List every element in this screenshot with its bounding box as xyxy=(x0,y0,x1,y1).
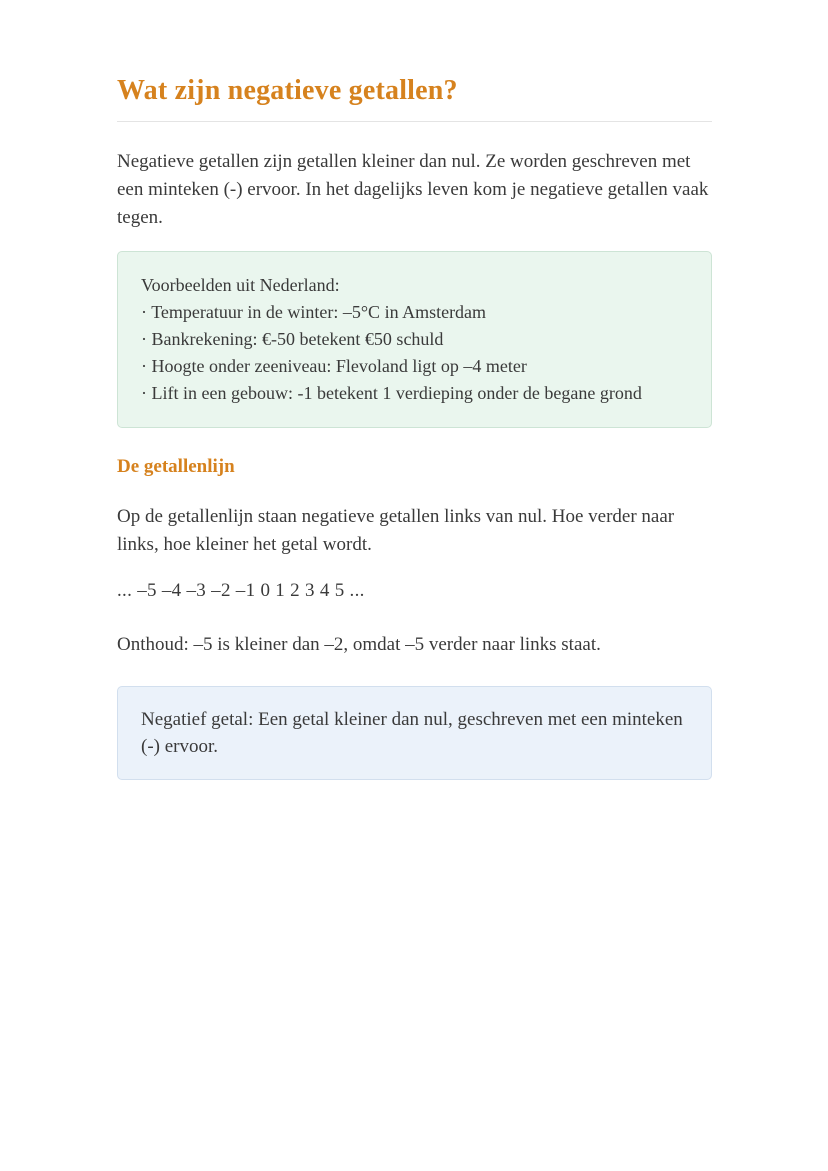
bullet-icon: · xyxy=(141,329,147,349)
page-title: Wat zijn negatieve getallen? xyxy=(117,75,458,106)
list-item-text: Hoogte onder zeeniveau: Flevoland ligt op –4 meter xyxy=(151,356,527,376)
examples-callout-box xyxy=(117,251,712,428)
title-divider xyxy=(117,121,712,122)
list-item-text: Temperatuur in de winter: –5°C in Amsterdam xyxy=(151,302,487,322)
list-item xyxy=(141,326,688,353)
bullet-icon: · xyxy=(141,383,147,403)
number-line: ... –5 –4 –3 –2 –1 0 1 2 3 4 5 ... xyxy=(117,580,365,601)
note-paragraph: Onthoud: –5 is kleiner dan –2, omdat –5 verder naar links staat. xyxy=(117,634,601,655)
content-column xyxy=(117,0,712,780)
examples-list xyxy=(141,299,688,407)
bullet-icon: · xyxy=(141,302,147,322)
list-item xyxy=(141,299,688,326)
definition-text: Negatief getal: Een getal kleiner dan nul, geschreven met een minteken (-) ervoor. xyxy=(141,709,683,757)
definition-callout-box xyxy=(117,686,712,780)
bullet-icon: · xyxy=(141,356,147,376)
intro-paragraph: Negatieve getallen zijn getallen kleiner dan nul. Ze worden geschreven met een minteken (-) ervoor. In het dagelijks leven kom je negatieve getallen vaak tegen. xyxy=(117,151,709,228)
section-heading-getallenlijn: De getallenlijn xyxy=(117,456,235,477)
list-item xyxy=(141,353,688,380)
list-item-text: Lift in een gebouw: -1 betekent 1 verdieping onder de begane grond xyxy=(151,383,642,403)
list-item-text: Bankrekening: €-50 betekent €50 schuld xyxy=(151,329,444,349)
section-paragraph: Op de getallenlijn staan negatieve getallen links van nul. Hoe verder naar links, hoe kleiner het getal wordt. xyxy=(117,506,675,555)
list-item xyxy=(141,380,688,407)
examples-heading: Voorbeelden uit Nederland: xyxy=(141,275,340,295)
